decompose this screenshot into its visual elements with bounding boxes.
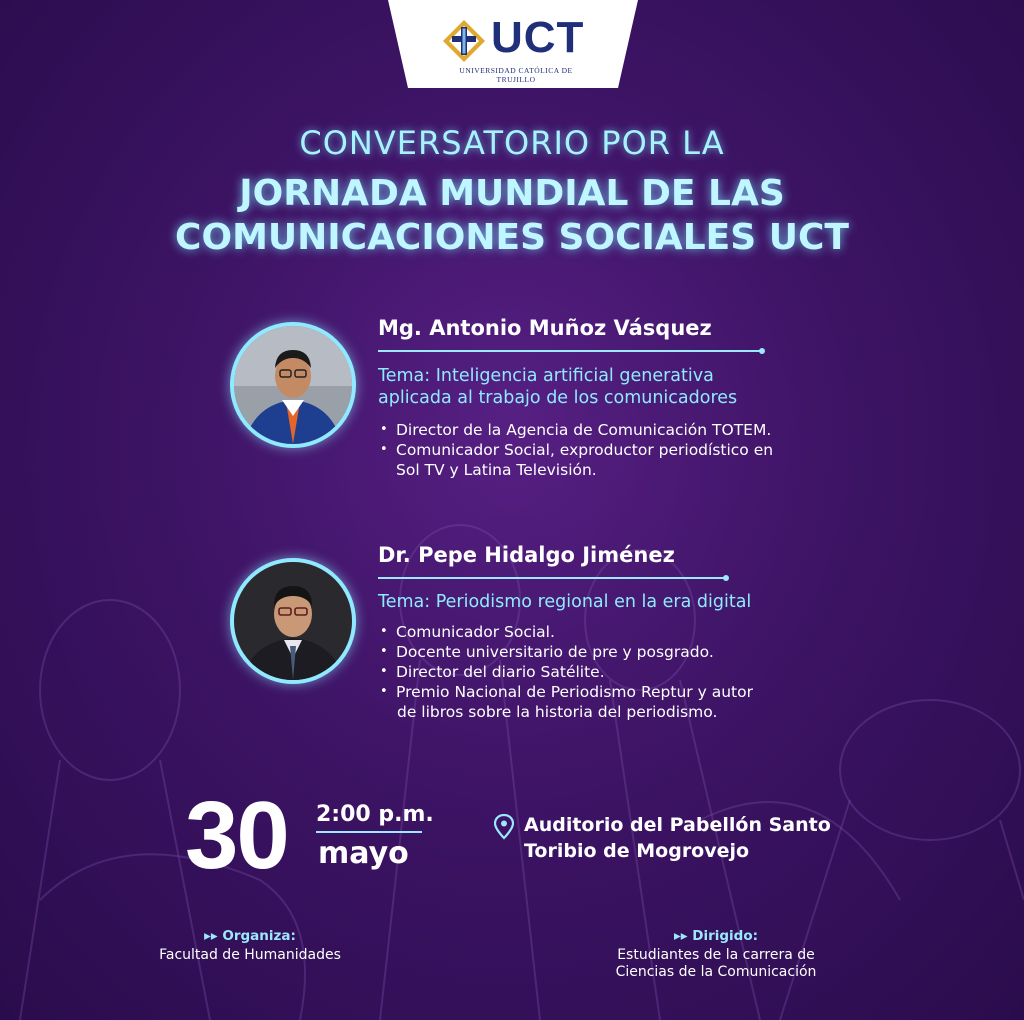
title-main xyxy=(0,172,1024,260)
speaker-2-bio xyxy=(378,622,753,702)
speaker-2-bio-item: • Director del diario Satélite. xyxy=(378,662,753,682)
speaker-2-bio-item: • Premio Nacional de Periodismo Reptur y autor xyxy=(378,682,753,702)
event-month: mayo xyxy=(318,836,409,871)
speaker-2-name: Dr. Pepe Hidalgo Jiménez xyxy=(378,543,675,567)
speaker-2-divider xyxy=(378,577,726,579)
speaker-2-bio-continuation: de libros sobre la historia del periodismo. xyxy=(397,703,718,721)
event-time: 2:00 p.m. xyxy=(316,802,434,827)
speaker-1-topic xyxy=(378,365,737,409)
title-line-1: JORNADA MUNDIAL DE LAS xyxy=(239,173,785,214)
speaker-2-photo xyxy=(230,558,356,684)
uct-cross-logo-icon xyxy=(441,18,487,64)
speaker-1-bio-item: • Comunicador Social, exproductor periodístico en xyxy=(378,440,773,460)
logo-wordmark: UCT xyxy=(491,13,585,62)
event-location-line-1: Auditorio del Pabellón Santo xyxy=(524,814,831,836)
dirigido-line-1: Estudiantes de la carrera de xyxy=(617,947,815,963)
speaker-1-photo xyxy=(230,322,356,448)
event-location xyxy=(524,812,831,864)
speaker-1-divider xyxy=(378,350,762,352)
speaker-1-bio-item: • Director de la Agencia de Comunicación TOTEM. xyxy=(378,420,773,440)
event-time-divider xyxy=(316,831,422,833)
logo-subtitle: UNIVERSIDAD CATÓLICA DE TRUJILLO xyxy=(459,66,573,84)
speaker-2-topic: Tema: Periodismo regional en la era digital xyxy=(378,592,752,612)
event-location-line-2: Toribio de Mogrovejo xyxy=(524,840,750,862)
dirigido-line-2: Ciencias de la Comunicación xyxy=(615,964,817,980)
speaker-1-topic-line-1: Tema: Inteligencia artificial generativa xyxy=(378,366,714,386)
speaker-2-bio-item: • Docente universitario de pre y posgrado. xyxy=(378,642,753,662)
speaker-1-bio xyxy=(378,420,773,460)
dirigido-value xyxy=(586,947,846,981)
title-top: CONVERSATORIO POR LA xyxy=(299,124,725,162)
organiza-label: ▸▸ Organiza: xyxy=(204,928,296,944)
speaker-1-name: Mg. Antonio Muñoz Vásquez xyxy=(378,316,712,340)
dirigido-label: ▸▸ Dirigido: xyxy=(674,928,758,944)
speaker-2-bio-item: • Comunicador Social. xyxy=(378,622,753,642)
map-pin-icon xyxy=(494,814,514,840)
speaker-1-bio-continuation: Sol TV y Latina Televisión. xyxy=(396,461,597,479)
title-line-2: COMUNICACIONES SOCIALES UCT xyxy=(175,217,849,258)
speaker-1-topic-line-2: aplicada al trabajo de los comunicadores xyxy=(378,388,738,408)
event-day: 30 xyxy=(185,782,288,889)
organiza-value: Facultad de Humanidades xyxy=(159,947,341,963)
